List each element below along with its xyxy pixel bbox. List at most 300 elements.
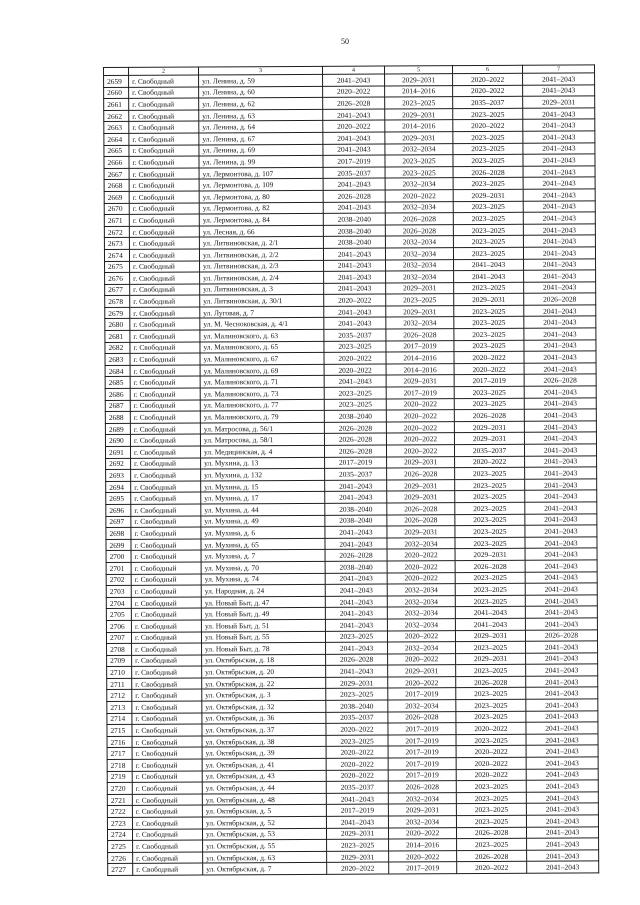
cell-settlement: г. Свободный (132, 643, 202, 655)
cell-period-7: 2041–2043 (524, 282, 596, 294)
cell-period-4: 2023–2025 (324, 387, 386, 399)
cell-number: 2672 (104, 226, 129, 238)
cell-period-6: 2023–2025 (456, 792, 526, 804)
cell-period-7: 2041–2043 (523, 224, 595, 236)
cell-period-7: 2041–2043 (526, 664, 598, 676)
cell-period-5: 2032–2034 (388, 700, 456, 712)
cell-period-5: 2032–2034 (387, 619, 455, 631)
cell-number: 2661 (104, 99, 129, 111)
cell-period-6: 2026–2028 (455, 560, 525, 572)
cell-period-4: 2017–2019 (325, 457, 387, 469)
cell-period-5: 2026–2028 (388, 711, 456, 723)
cell-period-5: 2029–2031 (387, 526, 455, 538)
cell-period-7: 2041–2043 (523, 177, 595, 189)
cell-number: 2713 (107, 701, 132, 713)
cell-period-7: 2041–2043 (524, 409, 596, 421)
table-body (104, 65, 599, 876)
cell-period-7: 2041–2043 (526, 711, 598, 723)
cell-address: ул. Ленина, д. 62 (199, 98, 323, 110)
cell-address: ул. Малиновского, д. 71 (200, 376, 324, 388)
cell-period-5: 2029–2031 (387, 491, 455, 503)
cell-period-6: 2023–2025 (453, 178, 523, 190)
cell-period-4: 2041–2043 (324, 271, 386, 283)
cell-address: ул. Малиновского, д. 65 (200, 341, 324, 353)
cell-number: 2696 (106, 504, 131, 516)
cell-settlement: г. Свободный (130, 434, 200, 446)
cell-address: ул. Лермонтова, д. 80 (199, 190, 323, 202)
cell-period-7: 2041–2043 (527, 838, 599, 850)
cell-number: 2694 (106, 481, 131, 493)
cell-period-7: 2041–2043 (524, 305, 596, 317)
cell-period-5: 2020–2022 (387, 549, 455, 561)
cell-address: ул. Малиновского, д. 63 (200, 329, 324, 341)
cell-period-6: 2023–2025 (453, 143, 523, 155)
cell-period-5: 2029–2031 (388, 804, 456, 816)
header-col-7: 7 (522, 65, 594, 73)
cell-period-5: 2023–2025 (385, 155, 453, 167)
cell-period-6: 2020–2022 (456, 746, 526, 758)
cell-period-7: 2041–2043 (526, 792, 598, 804)
cell-period-4: 2026–2028 (323, 190, 385, 202)
cell-address: ул. Октябрьская, д. 22 (202, 677, 326, 689)
cell-number: 2675 (105, 261, 130, 273)
cell-period-5: 2020–2022 (387, 561, 455, 573)
cell-period-4: 2026–2028 (326, 654, 388, 666)
cell-period-4: 2041–2043 (323, 74, 385, 86)
cell-period-4: 2020–2022 (326, 770, 388, 782)
cell-settlement: г. Свободный (130, 388, 200, 400)
cell-period-4: 2041–2043 (324, 306, 386, 318)
cell-period-5: 2023–2025 (385, 97, 453, 109)
cell-settlement: г. Свободный (133, 852, 203, 864)
cell-number: 2681 (105, 330, 130, 342)
cell-period-6: 2020–2022 (454, 363, 524, 375)
cell-settlement: г. Свободный (129, 145, 199, 157)
cell-address: ул. Мухина, д. 74 (201, 573, 325, 585)
cell-address: ул. Ленина, д. 60 (199, 86, 323, 98)
cell-number: 2717 (107, 748, 132, 760)
cell-address: ул. Лермонтова, д. 82 (199, 202, 323, 214)
cell-period-7: 2041–2043 (523, 154, 595, 166)
cell-number: 2673 (104, 238, 129, 250)
cell-settlement: г. Свободный (129, 87, 199, 99)
cell-number: 2714 (107, 713, 132, 725)
cell-settlement: г. Свободный (132, 724, 202, 736)
cell-period-5: 2032–2034 (386, 317, 454, 329)
cell-period-6: 2023–2025 (454, 340, 524, 352)
cell-period-4: 2038–2040 (325, 515, 387, 527)
cell-period-5: 2026–2028 (387, 468, 455, 480)
cell-period-5: 2032–2034 (385, 143, 453, 155)
cell-number: 2701 (106, 562, 131, 574)
cell-number: 2716 (107, 736, 132, 748)
cell-settlement: г. Свободный (130, 365, 200, 377)
cell-period-6: 2023–2025 (454, 398, 524, 410)
cell-address: ул. Октябрьская, д. 39 (202, 747, 326, 759)
cell-period-7: 2041–2043 (523, 247, 595, 259)
cell-address: ул. Октябрьская, д. 55 (203, 840, 327, 852)
cell-period-6: 2023–2025 (456, 641, 526, 653)
cell-number: 2709 (107, 655, 132, 667)
page-number: 50 (341, 37, 349, 46)
cell-period-5: 2032–2034 (385, 201, 453, 213)
cell-settlement: г. Свободный (129, 237, 199, 249)
cell-period-6: 2023–2025 (454, 282, 524, 294)
cell-period-4: 2020–2022 (324, 364, 386, 376)
cell-settlement: г. Свободный (131, 492, 201, 504)
cell-settlement: г. Свободный (129, 121, 199, 133)
cell-number: 2664 (104, 133, 129, 145)
cell-number: 2684 (105, 365, 130, 377)
cell-period-7: 2041–2043 (523, 235, 595, 247)
cell-settlement: г. Свободный (129, 214, 199, 226)
cell-period-5: 2032–2034 (387, 584, 455, 596)
cell-settlement: г. Свободный (131, 631, 201, 643)
cell-period-6: 2023–2025 (456, 699, 526, 711)
cell-period-4: 2035–2037 (325, 468, 387, 480)
cell-period-5: 2029–2031 (388, 665, 456, 677)
cell-period-6: 2023–2025 (453, 247, 523, 259)
cell-address: ул. Мухина, д. 49 (201, 515, 325, 527)
cell-address: ул. Октябрьская, д. 53 (202, 828, 326, 840)
header-col-4: 4 (322, 66, 384, 74)
cell-period-4: 2041–2043 (325, 596, 387, 608)
cell-number: 2668 (104, 180, 129, 192)
cell-number: 2685 (105, 377, 130, 389)
cell-period-7: 2041–2043 (523, 189, 595, 201)
cell-period-7: 2041–2043 (524, 421, 596, 433)
cell-settlement: г. Свободный (129, 191, 199, 203)
cell-period-6: 2026–2028 (456, 827, 526, 839)
cell-settlement: г. Свободный (131, 620, 201, 632)
cell-period-7: 2041–2043 (523, 166, 595, 178)
cell-number: 2718 (107, 759, 132, 771)
cell-period-7: 2041–2043 (526, 687, 598, 699)
cell-period-6: 2023–2025 (456, 711, 526, 723)
cell-period-6: 2041–2043 (454, 270, 524, 282)
cell-settlement: г. Свободный (130, 342, 200, 354)
cell-period-5: 2014–2016 (389, 839, 457, 851)
cell-period-5: 2032–2034 (385, 178, 453, 190)
cell-settlement: г. Свободный (130, 376, 200, 388)
cell-period-6: 2029–2031 (456, 653, 526, 665)
header-col-3: 3 (199, 66, 323, 75)
cell-period-4: 2023–2025 (324, 341, 386, 353)
cell-period-6: 2023–2025 (456, 815, 526, 827)
cell-settlement: г. Свободный (129, 179, 199, 191)
cell-period-7: 2041–2043 (527, 850, 599, 862)
cell-period-4: 2035–2037 (326, 781, 388, 793)
cell-period-4: 2038–2040 (325, 561, 387, 573)
cell-period-7: 2041–2043 (523, 119, 595, 131)
cell-period-4: 2041–2043 (325, 480, 387, 492)
cell-number: 2666 (104, 157, 129, 169)
cell-period-5: 2020–2022 (386, 445, 454, 457)
cell-address: ул. Ленина, д. 99 (199, 156, 323, 168)
cell-address: ул. Матросова, д. 56/1 (200, 422, 324, 434)
cell-period-6: 2029–2031 (455, 549, 525, 561)
cell-period-7: 2026–2028 (524, 374, 596, 386)
cell-settlement: г. Свободный (130, 446, 200, 458)
cell-address: ул. Мухина, д. 132 (201, 469, 325, 481)
cell-period-5: 2020–2022 (385, 190, 453, 202)
cell-period-4: 2041–2043 (325, 538, 387, 550)
cell-period-4: 2020–2022 (327, 862, 389, 874)
cell-address: ул. Лермонтова, д. 109 (199, 179, 323, 191)
cell-address: ул. Лесная, д. 66 (199, 225, 323, 237)
cell-address: ул. Луговая, д. 7 (200, 306, 324, 318)
cell-address: ул. Мухина, д. 6 (201, 527, 325, 539)
cell-address: ул. Новый Быт, д. 55 (201, 631, 325, 643)
cell-period-6: 2023–2025 (455, 595, 525, 607)
cell-period-4: 2038–2040 (323, 225, 385, 237)
cell-settlement: г. Свободный (131, 504, 201, 516)
cell-settlement: г. Свободный (132, 713, 202, 725)
cell-period-4: 2029–2031 (327, 851, 389, 863)
cell-period-4: 2029–2031 (326, 677, 388, 689)
cell-period-5: 2020–2022 (386, 421, 454, 433)
cell-period-5: 2026–2028 (387, 503, 455, 515)
cell-period-6: 2020–2022 (453, 120, 523, 132)
cell-settlement: г. Свободный (130, 260, 200, 272)
cell-period-7: 2041–2043 (526, 641, 598, 653)
cell-period-5: 2020–2022 (388, 677, 456, 689)
cell-period-5: 2026–2028 (385, 213, 453, 225)
cell-period-6: 2041–2043 (454, 259, 524, 271)
cell-period-7: 2041–2043 (523, 73, 595, 85)
cell-period-5: 2029–2031 (387, 456, 455, 468)
cell-period-6: 2023–2025 (453, 201, 523, 213)
cell-period-7: 2041–2043 (525, 618, 597, 630)
cell-period-7: 2041–2043 (524, 432, 596, 444)
cell-period-4: 2023–2025 (325, 631, 387, 643)
cell-address: ул. Литвиновская, д. 3 (200, 283, 324, 295)
cell-period-6: 2023–2025 (455, 525, 525, 537)
cell-number: 2691 (105, 446, 130, 458)
cell-period-7: 2041–2043 (526, 815, 598, 827)
cell-period-4: 2017–2019 (326, 804, 388, 816)
schedule-table (103, 64, 599, 876)
cell-number: 2704 (106, 597, 131, 609)
cell-period-4: 2041–2043 (323, 178, 385, 190)
cell-number: 2688 (105, 412, 130, 424)
cell-number: 2662 (104, 110, 129, 122)
cell-period-7: 2041–2043 (525, 513, 597, 525)
cell-settlement: г. Свободный (131, 608, 201, 620)
cell-number: 2677 (105, 284, 130, 296)
cell-period-6: 2035–2037 (453, 96, 523, 108)
cell-address: ул. Октябрьская, д. 43 (202, 770, 326, 782)
cell-settlement: г. Свободный (132, 701, 202, 713)
cell-address: ул. Матросова, д. 58/1 (200, 434, 324, 446)
cell-period-6: 2023–2025 (455, 479, 525, 491)
cell-number: 2727 (108, 864, 133, 876)
cell-address: ул. Мухина, д. 17 (201, 492, 325, 504)
cell-period-5: 2023–2025 (385, 166, 453, 178)
cell-number: 2686 (105, 388, 130, 400)
cell-period-5: 2032–2034 (387, 537, 455, 549)
cell-period-6: 2023–2025 (455, 467, 525, 479)
cell-settlement: г. Свободный (130, 400, 200, 412)
cell-settlement: г. Свободный (129, 75, 199, 87)
cell-period-7: 2041–2043 (526, 699, 598, 711)
cell-period-7: 2041–2043 (526, 734, 598, 746)
cell-number: 2725 (108, 841, 133, 853)
cell-period-6: 2023–2025 (454, 328, 524, 340)
cell-period-4: 2035–2037 (326, 712, 388, 724)
cell-period-6: 2023–2025 (453, 154, 523, 166)
cell-period-6: 2020–2022 (455, 456, 525, 468)
cell-number: 2693 (106, 470, 131, 482)
cell-period-7: 2041–2043 (523, 212, 595, 224)
cell-period-5: 2023–2025 (386, 294, 454, 306)
cell-period-4: 2041–2043 (325, 584, 387, 596)
cell-address: ул. Новый Быт, д. 51 (201, 619, 325, 631)
cell-period-5: 2017–2019 (388, 735, 456, 747)
cell-address: ул. Новый Быт, д. 49 (201, 608, 325, 620)
cell-period-5: 2020–2022 (387, 630, 455, 642)
cell-period-4: 2041–2043 (326, 816, 388, 828)
cell-number: 2702 (106, 574, 131, 586)
cell-address: ул. Мухина, д. 44 (201, 503, 325, 515)
cell-period-4: 2041–2043 (323, 132, 385, 144)
cell-period-7: 2041–2043 (525, 560, 597, 572)
cell-period-4: 2041–2043 (324, 260, 386, 272)
cell-number: 2689 (105, 423, 130, 435)
cell-period-7: 2041–2043 (525, 502, 597, 514)
cell-period-4: 2020–2022 (326, 723, 388, 735)
cell-period-5: 2017–2019 (389, 862, 457, 874)
cell-period-5: 2026–2028 (385, 224, 453, 236)
cell-settlement: г. Свободный (132, 666, 202, 678)
cell-period-6: 2023–2025 (456, 734, 526, 746)
cell-period-6: 2023–2025 (453, 224, 523, 236)
cell-period-4: 2035–2037 (324, 329, 386, 341)
cell-period-6: 2023–2025 (456, 781, 526, 793)
cell-period-4: 2041–2043 (323, 202, 385, 214)
cell-address: ул. Октябрьская, д. 52 (202, 816, 326, 828)
cell-period-6: 2023–2025 (456, 804, 526, 816)
cell-address: ул. Октябрьская, д. 48 (202, 793, 326, 805)
cell-period-6: 2020–2022 (456, 723, 526, 735)
cell-period-5: 2032–2034 (387, 607, 455, 619)
cell-settlement: г. Свободный (131, 469, 201, 481)
cell-address: ул. Ленина, д. 59 (199, 74, 323, 86)
cell-address: ул. М. Чесноковская, д. 4/1 (200, 318, 324, 330)
cell-period-6: 2023–2025 (455, 537, 525, 549)
cell-settlement: г. Свободный (131, 562, 201, 574)
cell-settlement: г. Свободный (130, 423, 200, 435)
cell-settlement: г. Свободный (129, 249, 199, 261)
cell-period-5: 2020–2022 (386, 433, 454, 445)
cell-period-7: 2041–2043 (523, 131, 595, 143)
cell-settlement: г. Свободный (132, 771, 202, 783)
cell-period-7: 2041–2043 (525, 606, 597, 618)
cell-number: 2722 (107, 806, 132, 818)
cell-number: 2720 (107, 783, 132, 795)
cell-period-7: 2041–2043 (527, 861, 599, 873)
cell-period-5: 2020–2022 (387, 572, 455, 584)
cell-period-5: 2017–2019 (388, 758, 456, 770)
cell-number: 2699 (106, 539, 131, 551)
cell-settlement: г. Свободный (131, 550, 201, 562)
cell-period-7: 2041–2043 (525, 479, 597, 491)
cell-address: ул. Октябрьская, д. 18 (202, 654, 326, 666)
cell-period-7: 2041–2043 (524, 444, 596, 456)
cell-period-5: 2029–2031 (387, 479, 455, 491)
cell-address: ул. Октябрьская, д. 38 (202, 735, 326, 747)
cell-period-7: 2041–2043 (526, 780, 598, 792)
cell-period-6: 2023–2025 (456, 665, 526, 677)
cell-period-7: 2041–2043 (525, 537, 597, 549)
cell-address: ул. Новый Быт, д. 78 (202, 642, 326, 654)
cell-period-7: 2041–2043 (526, 722, 598, 734)
cell-period-6: 2023–2025 (455, 491, 525, 503)
cell-period-7: 2041–2043 (524, 351, 596, 363)
cell-number: 2706 (106, 620, 131, 632)
cell-address: ул. Октябрьская, д. 63 (203, 851, 327, 863)
cell-settlement: г. Свободный (131, 481, 201, 493)
cell-settlement: г. Свободный (132, 689, 202, 701)
cell-number: 2703 (106, 585, 131, 597)
cell-period-4: 2026–2028 (323, 97, 385, 109)
cell-settlement: г. Свободный (132, 782, 202, 794)
cell-number: 2721 (107, 794, 132, 806)
cell-period-7: 2041–2043 (523, 108, 595, 120)
cell-number: 2712 (107, 690, 132, 702)
cell-period-6: 2023–2025 (454, 305, 524, 317)
header-col-5: 5 (384, 66, 452, 74)
cell-period-6: 2020–2022 (456, 757, 526, 769)
cell-period-6: 2023–2025 (453, 108, 523, 120)
cell-period-7: 2041–2043 (523, 85, 595, 97)
cell-period-4: 2020–2022 (323, 86, 385, 98)
cell-period-6: 2023–2025 (454, 386, 524, 398)
cell-address: ул. Лермонтова, д. 107 (199, 167, 323, 179)
cell-number: 2670 (104, 203, 129, 215)
cell-period-4: 2041–2043 (324, 283, 386, 295)
cell-settlement: г. Свободный (129, 98, 199, 110)
cell-period-6: 2020–2022 (453, 85, 523, 97)
table-row (108, 861, 599, 875)
cell-number: 2659 (104, 75, 129, 87)
cell-period-6: 2035–2037 (454, 444, 524, 456)
cell-period-7: 2026–2028 (524, 293, 596, 305)
cell-period-4: 2026–2028 (324, 433, 386, 445)
header-col-2: 2 (129, 67, 199, 75)
cell-address: ул. Октябрьская, д. 32 (202, 700, 326, 712)
cell-address: ул. Октябрьская, д. 20 (202, 666, 326, 678)
cell-period-6: 2029–2031 (455, 630, 525, 642)
cell-number: 2687 (105, 400, 130, 412)
cell-settlement: г. Свободный (132, 829, 202, 841)
cell-period-6: 2029–2031 (454, 433, 524, 445)
cell-settlement: г. Свободный (129, 226, 199, 238)
cell-period-6: 2023–2025 (455, 502, 525, 514)
cell-settlement: г. Свободный (132, 736, 202, 748)
cell-period-5: 2032–2034 (386, 259, 454, 271)
cell-settlement: г. Свободный (132, 794, 202, 806)
cell-period-5: 2032–2034 (387, 595, 455, 607)
cell-address: ул. Мухина, д. 70 (201, 561, 325, 573)
cell-number: 2690 (105, 435, 130, 447)
cell-period-7: 2041–2043 (525, 525, 597, 537)
cell-address: ул. Мухина, д. 7 (201, 550, 325, 562)
cell-period-4: 2041–2043 (326, 793, 388, 805)
cell-period-5: 2014–2016 (385, 85, 453, 97)
cell-period-4: 2041–2043 (326, 642, 388, 654)
cell-period-4: 2017–2019 (323, 155, 385, 167)
